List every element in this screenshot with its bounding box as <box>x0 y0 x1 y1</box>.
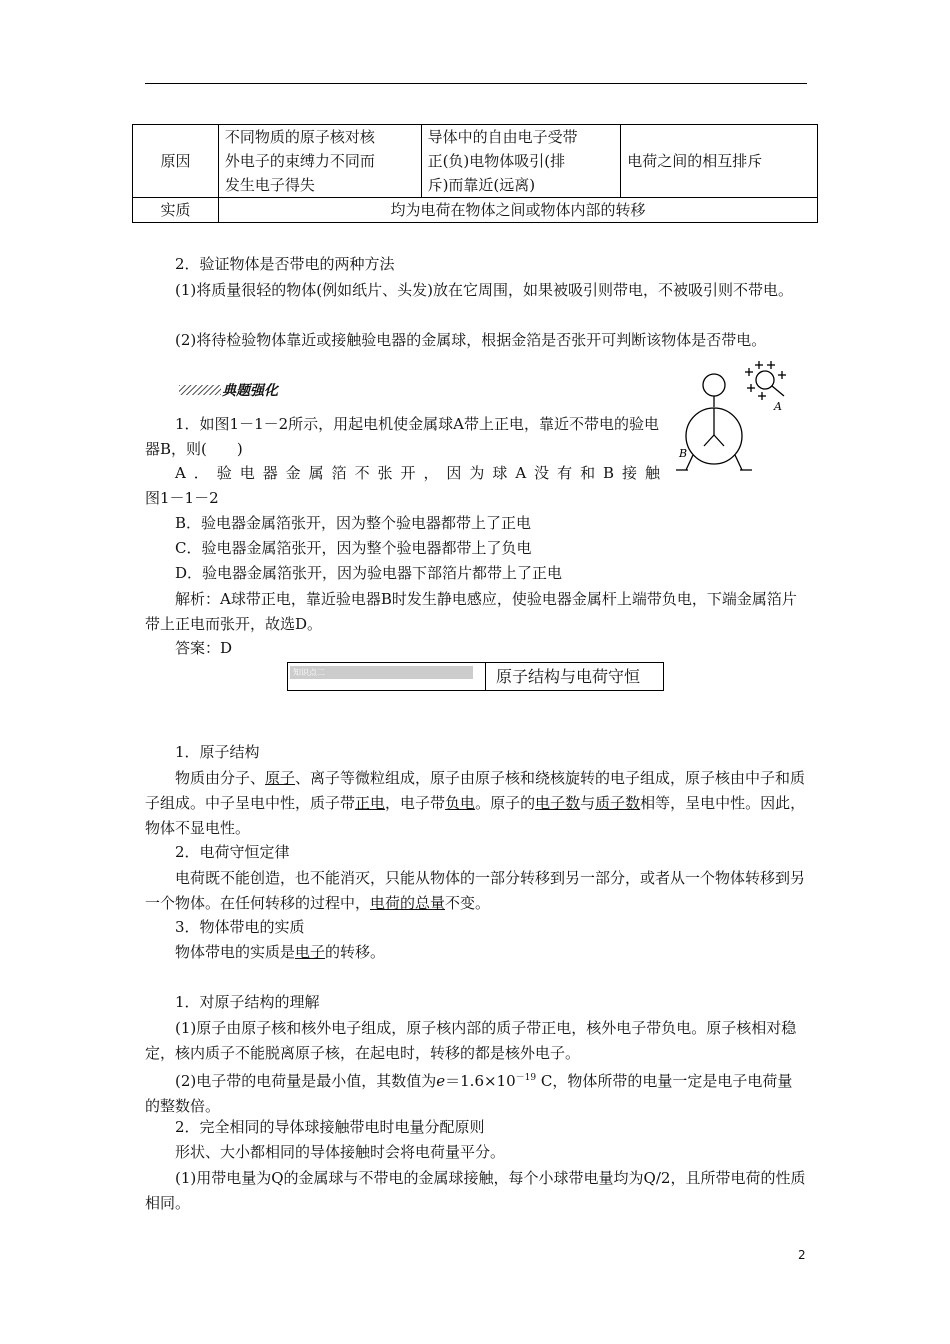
blank-electron-count: 电子数 <box>535 794 581 812</box>
option-b: B．验电器金属箔张开，因为整个验电器都带上了正电 <box>175 514 532 532</box>
method-title: 2．验证物体是否带电的两种方法 <box>175 255 395 273</box>
s1-body: 物质由分子、原子、离子等微粒组成，原子由原子核和绕核旋转的电子组成，原子核由中子和质子组成。中子呈电中性，质子带正电，电子带负电。原子的电子数与质子数相等，呈电中性。因此，物体不显电性。 <box>145 769 806 837</box>
s4-p2: (2)电子带的电荷量是最小值，其数值为$e=1.6\times 10^{-19}$ C，物体所带的电量一定是电子电荷量的整数倍。 <box>145 1072 793 1115</box>
option-a: A．验电器金属箔不张开，因为球A没有和B接触 <box>175 464 661 482</box>
option-c: C．验电器金属箔张开，因为整个验电器都带上了负电 <box>175 539 532 557</box>
s4-title: 1．对原子结构的理解 <box>175 993 320 1011</box>
electroscope-figure <box>668 360 808 482</box>
comparison-table <box>132 124 818 223</box>
table-cell: 均为电荷在物体之间或物体内部的转移 <box>218 198 817 223</box>
table-cell <box>421 125 621 198</box>
option-d: D．验电器金属箔张开，因为验电器下部箔片都带上了正电 <box>175 564 563 582</box>
header-rule <box>145 83 807 84</box>
page-number: 2 <box>798 1248 806 1262</box>
s1-title: 1．原子结构 <box>175 743 260 761</box>
blank-total-charge: 电荷的总量 <box>370 894 446 912</box>
row-label: 原因 <box>133 125 219 198</box>
label-a: A <box>774 400 782 413</box>
cell-line: 外电子的束缚力不同而 <box>224 152 375 170</box>
s3-title: 3．物体带电的实质 <box>175 918 305 936</box>
figure-caption: 图1－1－2 <box>145 489 219 507</box>
question-stem: 1．如图1－1－2所示，用起电机使金属球A带上正电，靠近不带电的验电器B，则( ) <box>145 415 660 458</box>
table-cell: 电荷之间的相互排斥 <box>621 125 818 198</box>
section-tag: 知识点二 <box>290 666 473 679</box>
s3-body: 物体带电的实质是电子的转移。 <box>175 943 386 961</box>
cell-line: 不同物质的原子核对核 <box>224 128 375 146</box>
table-cell <box>218 125 421 198</box>
dianti-label: 典题强化 <box>222 383 278 399</box>
hatch-decoration <box>179 385 221 395</box>
section-divider <box>485 663 486 690</box>
analysis: 解析：A球带正电，靠近验电器B时发生静电感应，使验电器金属杆上端带负电，下端金属箔片带上正电而张开，故选D。 <box>145 590 797 633</box>
blank-positive: 正电 <box>355 794 386 812</box>
s4-p1: (1)原子由原子核和核外电子组成，原子核内部的质子带正电，核外电子带负电。原子核相对稳定，核内质子不能脱离原子核，在起电时，转移的都是核外电子。 <box>145 1019 797 1062</box>
table-row <box>133 198 818 223</box>
s2-body: 电荷既不能创造，也不能消灭，只能从物体的一部分转移到另一部分，或者从一个物体转移到另一个物体。在任何转移的过程中，电荷的总量不变。 <box>145 869 806 912</box>
cell-line: 导体中的自由电子受带 <box>427 128 578 146</box>
row-label: 实质 <box>133 198 219 223</box>
method-2: (2)将待检验物体靠近或接触验电器的金属球，根据金箔是否张开可判断该物体是否带电。 <box>175 331 767 349</box>
label-b: B <box>679 447 688 460</box>
s5-title: 2．完全相同的导体球接触带电时电量分配原则 <box>175 1118 485 1136</box>
s5-p2: (1)用带电量为Q的金属球与不带电的金属球接触，每个小球带电量均为Q/2，且所带电荷的性质相同。 <box>145 1169 806 1212</box>
blank-proton-count: 质子数 <box>595 794 641 812</box>
blank-atom: 原子 <box>265 769 296 787</box>
method-1: (1)将质量很轻的物体(例如纸片、头发)放在它周围，如果被吸引则带电，不被吸引则不带电。 <box>175 281 793 299</box>
table-row <box>133 125 818 198</box>
section-title: 原子结构与电荷守恒 <box>496 667 641 686</box>
cell-line: 斥)而靠近(远离) <box>427 176 536 194</box>
cell-line: 发生电子得失 <box>224 176 315 194</box>
cell-line: 正(负)电物体吸引(排 <box>427 152 566 170</box>
blank-electron: 电子 <box>295 943 326 961</box>
answer: 答案：D <box>175 639 233 657</box>
section-header <box>287 662 664 691</box>
s2-title: 2．电荷守恒定律 <box>175 843 290 861</box>
s5-p1: 形状、大小都相同的导体接触时会将电荷量平分。 <box>175 1143 506 1161</box>
blank-negative: 负电 <box>445 794 476 812</box>
